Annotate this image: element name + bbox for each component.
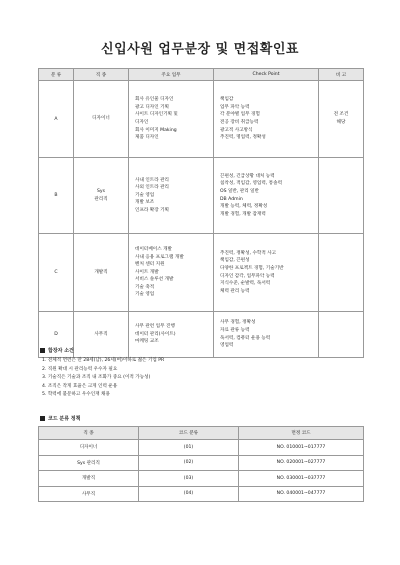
category-cell: C <box>39 234 74 312</box>
duty-table-header <box>39 69 364 81</box>
header-check-point: Check Point <box>214 69 319 81</box>
checks-line: 책임감 <box>220 97 234 103</box>
checks-line: 업무 파악 능력 <box>220 104 250 110</box>
job-line: Sys <box>96 188 106 194</box>
code-heading-text: 코드 분류 정책 <box>48 416 81 422</box>
recruit-note: 1. 전체적 면련은 만 28세(남), 26세(여)이하로 젊은 기업 PR <box>42 358 165 363</box>
tasks-line: 기술 영업 <box>135 192 155 198</box>
checks-line: 자료 관류 능력 <box>220 327 250 333</box>
checks-line: 추진력, 명업력, 정확성 <box>220 135 266 141</box>
tasks-line: 사이트 디자인기획 및 <box>135 112 178 118</box>
job-cell <box>74 158 129 234</box>
code-job-cell: 사무직 <box>39 486 139 502</box>
tasks-line: 기술 영업 <box>135 292 155 298</box>
checks-line: 개발 경험, 개발 잠재력 <box>220 211 266 217</box>
tasks-line: 사내 응용 프로그램 개발 <box>135 254 184 260</box>
checks-line: 체력 관리 능력 <box>220 288 250 294</box>
code-job-cell: Sys 관리직 <box>39 455 139 471</box>
category-cell: B <box>39 158 74 234</box>
note-cell <box>319 158 364 234</box>
job-cell <box>74 312 129 358</box>
tasks-line: 인프라 확장 기획 <box>135 207 169 213</box>
page-title: 신입사원 업무분장 및 면접확인표 <box>101 42 299 57</box>
duty-table <box>38 68 364 358</box>
tasks-line: 회사 이미지 Making <box>135 127 177 133</box>
code-row <box>39 440 364 456</box>
duty-row <box>39 234 364 312</box>
checks-line: 책임감, 끈편성 <box>220 258 250 264</box>
checks-line: 개발 능력, 체력, 정확성 <box>220 204 268 210</box>
tasks-line: 사무 관련 업무 진행 <box>135 324 175 330</box>
code-header-class: 코드 분류 <box>139 427 239 440</box>
note-cell <box>319 312 364 358</box>
header-note: 비 고 <box>319 69 364 81</box>
duty-row <box>39 81 364 158</box>
job-cell <box>74 234 129 312</box>
tasks-line: 광고 디자인 기획 <box>135 104 169 110</box>
code-row <box>39 486 364 502</box>
checks-line: DB Admin <box>220 196 243 202</box>
code-range-cell: NO. 030001~037777 <box>239 471 364 487</box>
code-row <box>39 471 364 487</box>
job-line: 디자이너 <box>92 116 110 122</box>
note-cell <box>319 234 364 312</box>
code-class-cell: (04) <box>139 486 239 502</box>
square-bullet-icon <box>40 416 45 421</box>
header-category: 분 류 <box>39 69 74 81</box>
job-cell <box>74 81 129 158</box>
tasks-line: 마케팅 교조 <box>135 339 159 345</box>
duty-row <box>39 312 364 358</box>
checks-line: OS 일반, 관리 일반 <box>220 188 259 194</box>
note-cell <box>319 81 364 158</box>
recruit-section-heading <box>40 347 74 354</box>
code-range-cell: NO. 010001~017777 <box>239 440 364 456</box>
category-cell: D <box>39 312 74 358</box>
checks-line: 독서력, 컴퓨터 운용 능력 <box>220 335 271 341</box>
tasks-line: 데이터베이스 개발 <box>135 246 172 252</box>
checks-cell <box>214 234 319 312</box>
code-class-cell: (01) <box>139 440 239 456</box>
header-job: 직 종 <box>74 69 129 81</box>
checks-cell <box>214 312 319 358</box>
tasks-line: 사이트 개발 <box>135 269 159 275</box>
header-tasks: 주요 업무 <box>129 69 214 81</box>
checks-line: 끈편성, 긴급상황 대처 능력 <box>220 173 275 179</box>
tasks-cell <box>129 158 214 234</box>
job-line: 관리직 <box>94 196 108 202</box>
tasks-line: 개발 보조 <box>135 200 155 206</box>
tasks-line: 사외 인트라 관리 <box>135 185 169 191</box>
code-job-cell: 디자이너 <box>39 440 139 456</box>
checks-line: 침착성, 적임감, 영업력, 통솔력 <box>220 181 283 187</box>
tasks-line: 기술 축적 <box>135 284 155 290</box>
code-table-header <box>39 427 364 440</box>
note-line: 해당 <box>336 120 346 125</box>
tasks-line: 디자인 <box>135 120 149 125</box>
tasks-line: 서비스 솔루션 개발 <box>135 277 174 283</box>
code-header-interview-code: 면정 코드 <box>239 427 364 440</box>
code-header-job: 직 종 <box>39 427 139 440</box>
tasks-line: 데이터 관리(사이트) <box>135 331 176 337</box>
recruit-heading-text: 합장자 소건 <box>48 348 74 354</box>
duty-row <box>39 158 364 234</box>
checks-line: 각 분야별 업무 경험 <box>220 112 260 118</box>
recruit-note: 4. 조직은 작게 효율은 크게 인력 운용 <box>42 383 118 389</box>
square-bullet-icon <box>40 348 45 353</box>
checks-line: 디자인 감각, 업무파악 능력 <box>220 273 275 279</box>
note-line: 전 조건 <box>333 112 349 118</box>
recruit-notes-list <box>42 357 164 400</box>
category-cell: A <box>39 81 74 158</box>
job-line: 사무직 <box>94 331 108 337</box>
checks-line: 영업력 <box>220 343 234 349</box>
code-row <box>39 455 364 471</box>
tasks-line: 제품 디자인 <box>135 135 159 141</box>
code-class-cell: (03) <box>139 471 239 487</box>
tasks-cell <box>129 312 214 358</box>
tasks-line: 벤처 센터 지원 <box>135 262 165 268</box>
code-class-cell: (02) <box>139 455 239 471</box>
tasks-line: 회사 유인물 디자인 <box>135 97 174 103</box>
checks-line: 추진력, 정확성, 수학적 사고 <box>220 250 277 256</box>
code-range-cell: NO. 020001~027777 <box>239 455 364 471</box>
tasks-line: 사내 인트라 관리 <box>135 177 169 183</box>
checks-line: 다양한 프로젝트 경험, 기술기반 <box>220 265 284 271</box>
recruit-note: 3. 기술직은 기술과 조직 내 조화가 중요 (이적 가능성) <box>42 375 151 380</box>
tasks-cell <box>129 81 214 158</box>
code-job-cell: 개발직 <box>39 471 139 487</box>
checks-line: 사무 경험, 정확성 <box>220 320 256 326</box>
checks-cell <box>214 81 319 158</box>
job-line: 개발직 <box>94 269 108 275</box>
checks-line: 지식수준, 순발력, 독서력 <box>220 281 271 287</box>
recruit-note: 2. 직원 확대 시 관리능력 우수자 필요 <box>42 366 118 372</box>
recruit-note: 5. 학력에 불문하고 우수인재 채용 <box>42 392 110 397</box>
code-section-heading <box>40 415 80 422</box>
code-table <box>38 426 364 502</box>
checks-cell <box>214 158 319 234</box>
code-range-cell: NO. 040001~047777 <box>239 486 364 502</box>
checks-line: 광고적 사고방식 <box>220 127 253 133</box>
tasks-cell <box>129 234 214 312</box>
checks-line: 전공 장비 취급능력 <box>220 120 259 125</box>
